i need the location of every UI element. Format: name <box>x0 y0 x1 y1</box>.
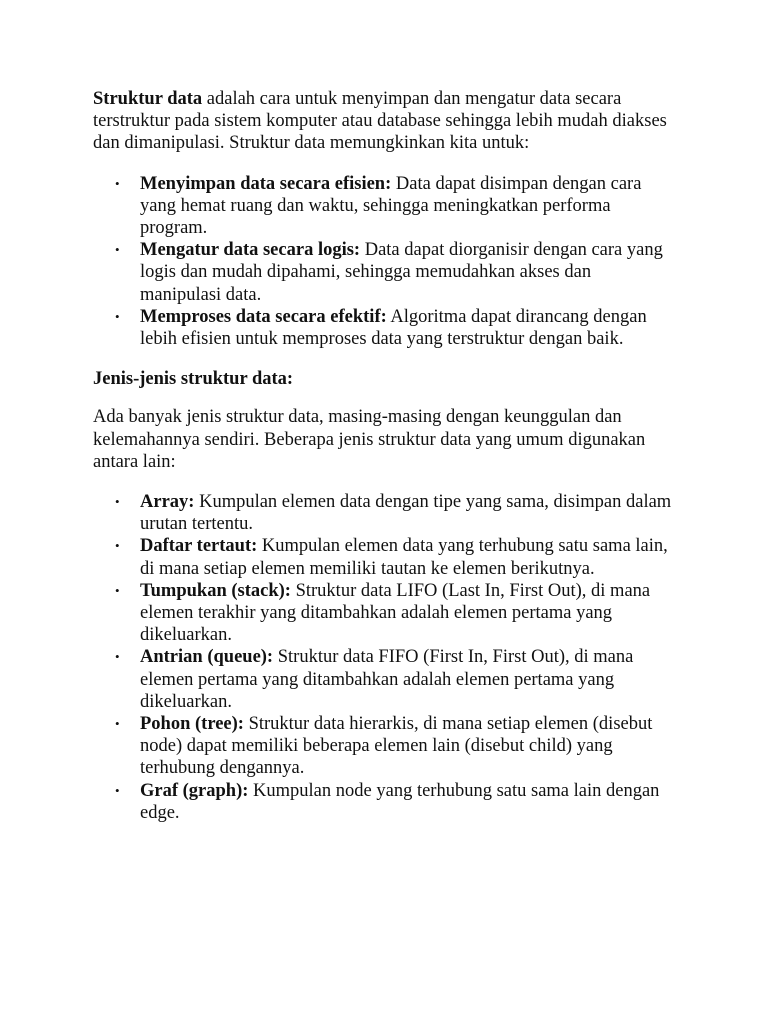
bullet-icon: • <box>115 782 120 798</box>
bullet-icon: • <box>115 538 120 554</box>
type-text: Struktur data LIFO (Last In, First Out), di mana elemen terakhir yang ditambahkan adalah elemen pertama yang dikeluarkan. <box>140 580 651 646</box>
benefit-label: Mengatur data secara logis: <box>140 240 361 261</box>
list-item <box>93 580 676 647</box>
bullet-icon: • <box>115 175 120 191</box>
bullet-icon: • <box>115 582 120 598</box>
type-label: Graf (graph): <box>140 780 249 801</box>
type-text: Kumpulan node yang terhubung satu sama lain dengan edge. <box>140 780 660 823</box>
types-list <box>93 491 676 824</box>
bullet-icon: • <box>115 308 120 324</box>
section-heading: Jenis-jenis struktur data: <box>93 369 294 390</box>
intro-term: Struktur data <box>93 89 203 109</box>
type-text: Kumpulan elemen data dengan tipe yang sama, disimpan dalam urutan tertentu. <box>140 492 672 535</box>
type-label: Tumpukan (stack): <box>140 580 291 601</box>
type-text: Struktur data FIFO (First In, First Out), di mana elemen pertama yang ditambahkan adalah elemen pertama yang dikeluarkan. <box>140 647 634 712</box>
list-item <box>93 306 676 350</box>
benefit-text: Data dapat disimpan dengan cara yang hemat ruang dan waktu, sehingga meningkatkan performa program. <box>140 173 642 239</box>
bullet-icon: • <box>115 649 120 665</box>
list-item <box>93 239 676 306</box>
type-label: Array: <box>140 492 195 513</box>
intro-paragraph <box>93 88 676 155</box>
list-item <box>93 713 676 780</box>
list-item <box>93 173 676 240</box>
types-intro-paragraph: Ada banyak jenis struktur data, masing-masing dengan keunggulan dan kelemahannya sendiri. Beberapa jenis struktur data yang umum digunakan antara lain: <box>93 407 646 472</box>
intro-text: adalah cara untuk menyimpan dan mengatur data secara terstruktur pada sistem komputer atau database sehingga lebih mudah diakses dan dimanipulasi. Struktur data memungkinkan kita untuk: <box>93 89 667 154</box>
benefit-text: Data dapat diorganisir dengan cara yang logis dan mudah dipahami, sehingga memudahkan akses dan manipulasi data. <box>140 240 663 305</box>
list-item <box>93 646 676 713</box>
bullet-icon: • <box>115 716 120 732</box>
benefits-list <box>93 173 676 351</box>
list-item <box>93 535 676 579</box>
list-item <box>93 780 676 824</box>
type-label: Daftar tertaut: <box>140 536 258 557</box>
benefit-text: Algoritma dapat dirancang dengan lebih efisien untuk memproses data yang terstruktur dengan baik. <box>140 306 647 350</box>
type-text: Kumpulan elemen data yang terhubung satu sama lain, di mana setiap elemen memiliki tautan ke elemen berikutnya. <box>140 536 668 579</box>
bullet-icon: • <box>115 242 120 258</box>
type-label: Pohon (tree): <box>140 714 244 735</box>
list-item <box>93 491 676 535</box>
type-text: Struktur data hierarkis, di mana setiap elemen (disebut node) dapat memiliki beberapa elemen lain (disebut child) yang terhubung dengannya. <box>140 714 653 779</box>
benefit-label: Memproses data secara efektif: <box>140 306 387 327</box>
type-label: Antrian (queue): <box>140 647 274 668</box>
bullet-icon: • <box>115 494 120 510</box>
benefit-label: Menyimpan data secara efisien: <box>140 173 392 194</box>
